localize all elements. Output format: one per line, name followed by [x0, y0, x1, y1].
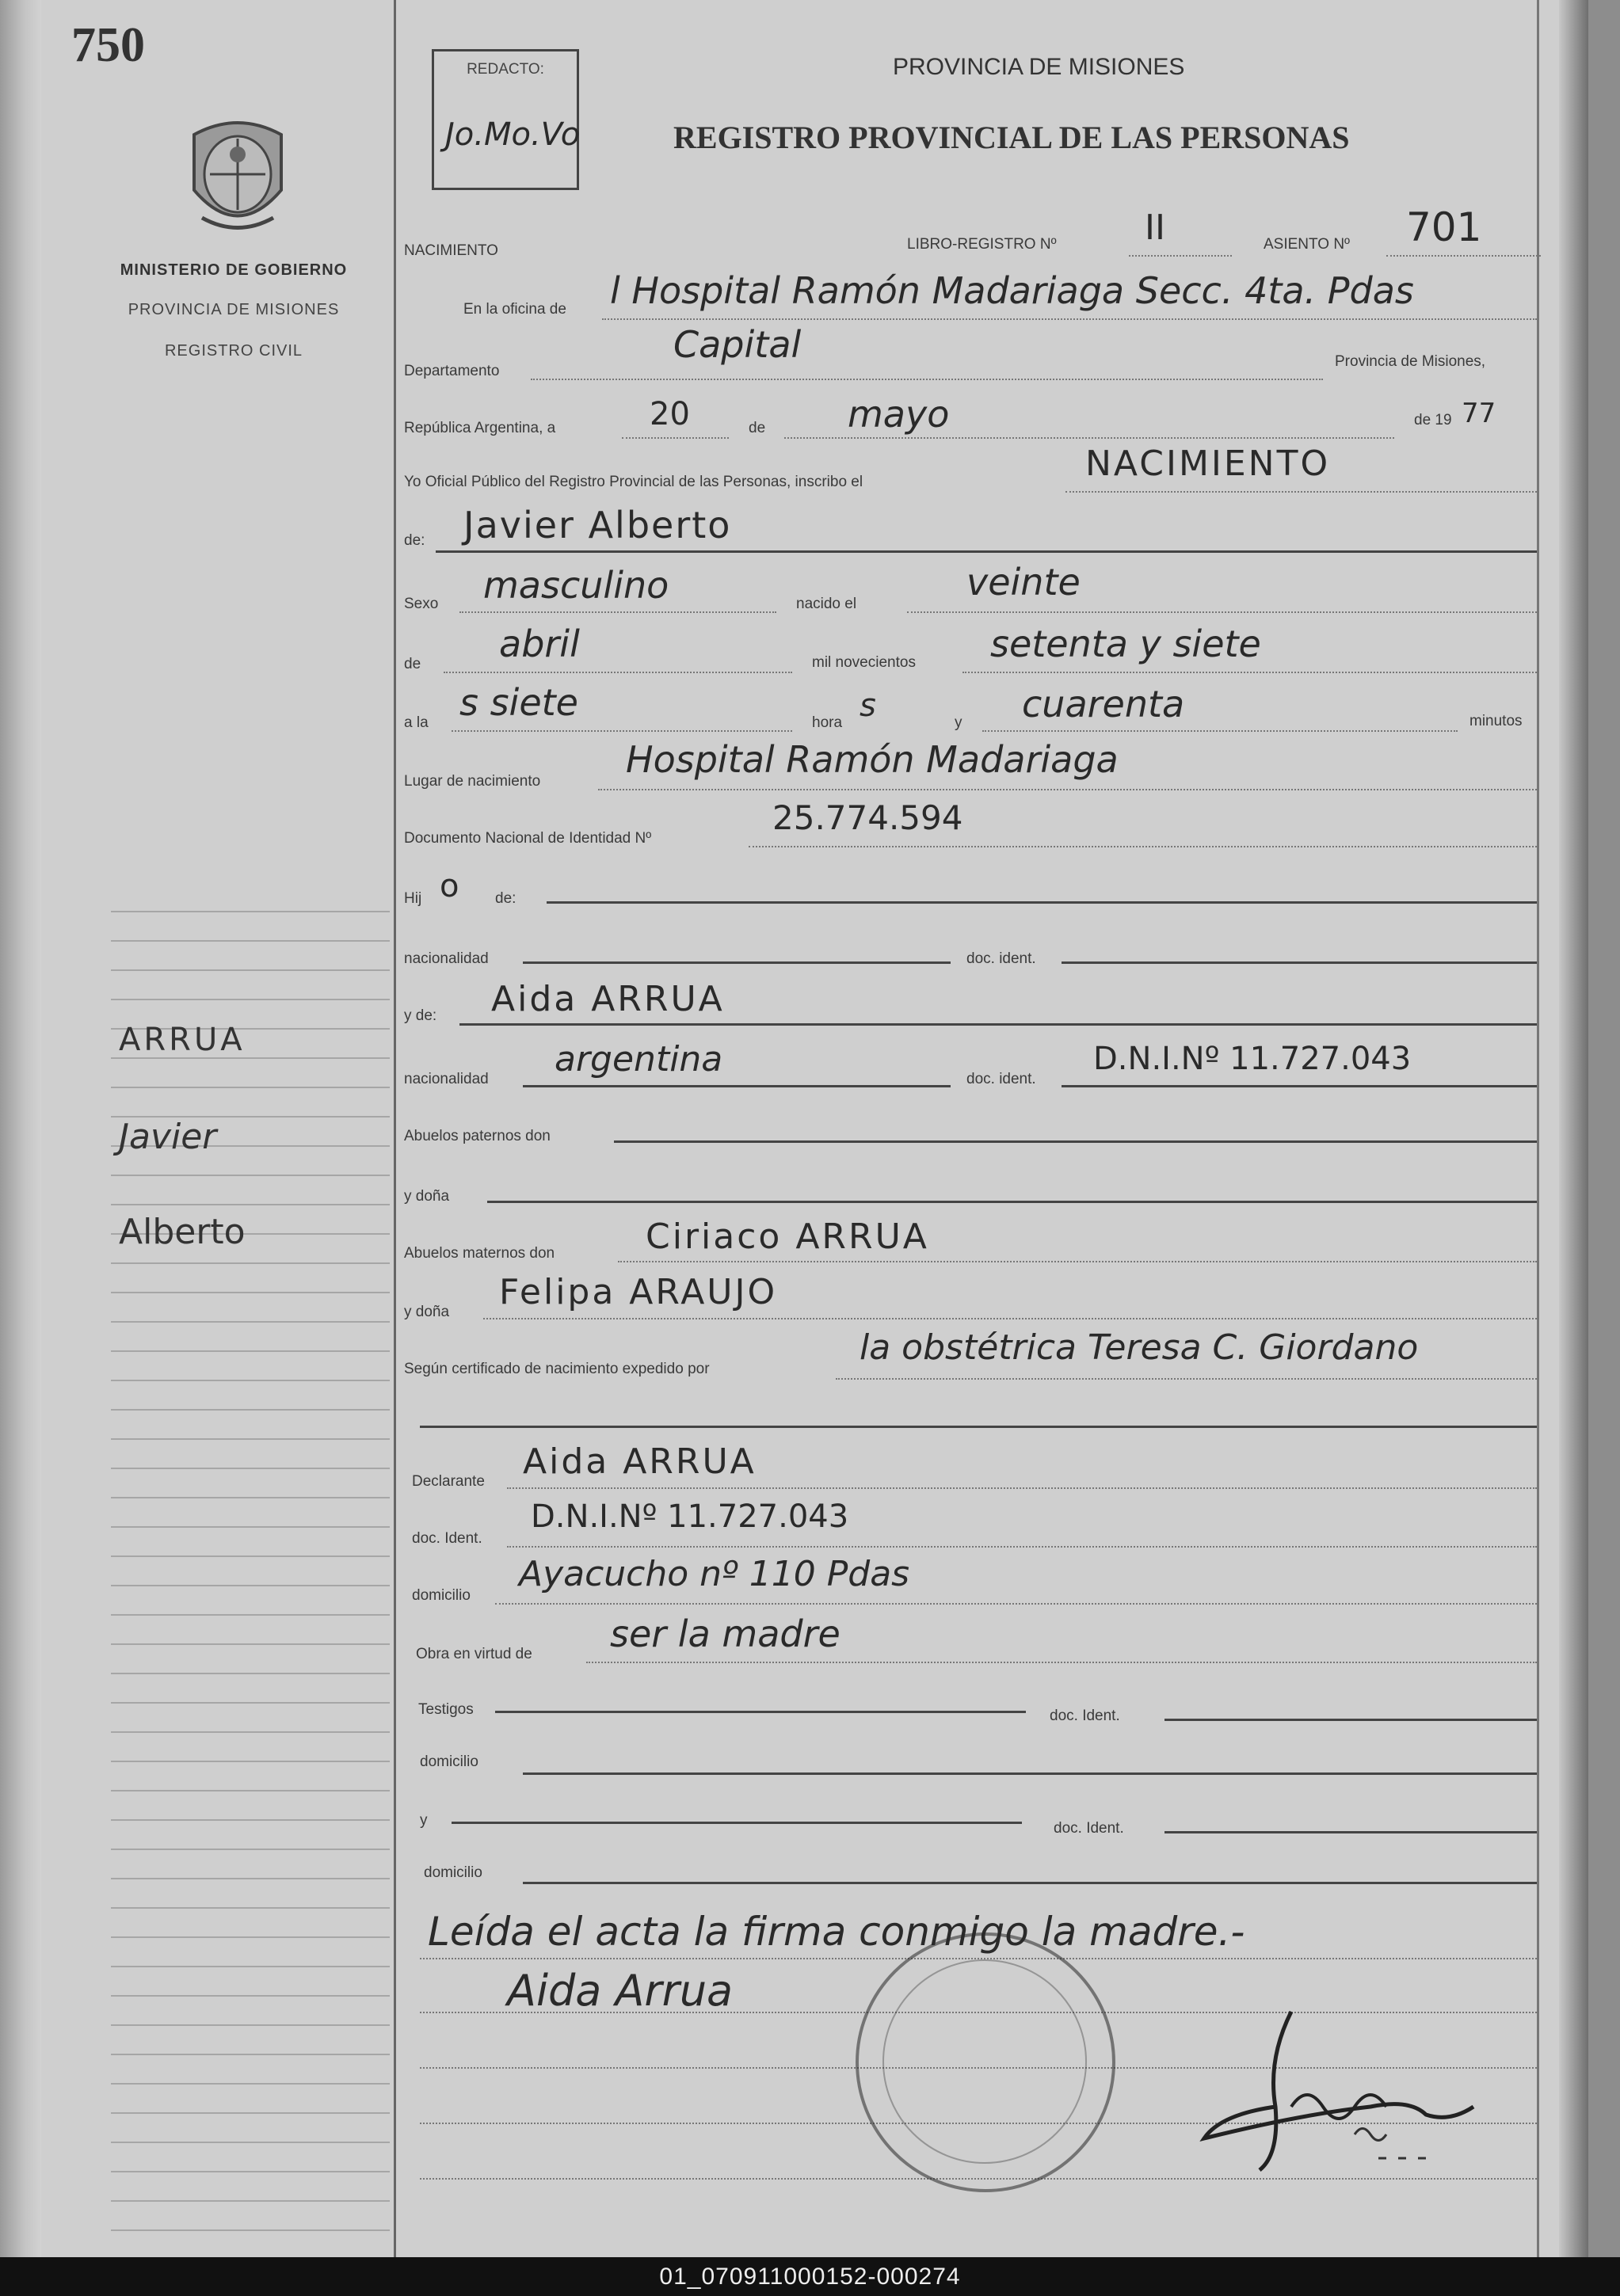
obra-value: ser la madre [610, 1613, 840, 1655]
ledger-line [111, 999, 390, 1000]
month-value: mayo [848, 393, 950, 436]
day-value: 20 [650, 396, 690, 432]
oficial-label: Yo Oficial Público del Registro Provincial de las Personas, inscribo el [404, 474, 863, 490]
ledger-line [111, 1526, 390, 1528]
ledger-line [111, 1262, 390, 1264]
mother-value: Aida ARRUA [491, 979, 725, 1019]
coat-of-arms-icon [178, 111, 297, 242]
sexo-label: Sexo [404, 596, 439, 612]
redacto-label: REDACTO: [467, 61, 544, 78]
minutes-value: cuarenta [1022, 683, 1185, 725]
sexo-value: masculino [483, 564, 669, 607]
obra-label: Obra en virtud de [416, 1646, 532, 1662]
y-label: y [955, 714, 962, 731]
doc-ident2-label: doc. ident. [966, 1071, 1036, 1087]
nacido-value: veinte [966, 561, 1081, 604]
ledger-line [111, 1585, 390, 1586]
registry-label: REGISTRO CIVIL [164, 342, 303, 360]
doc-ident3-value: D.N.I.Nº 11.727.043 [531, 1498, 849, 1535]
domicilio2-label: domicilio [420, 1753, 478, 1770]
y-de-label: y de: [404, 1007, 437, 1024]
ledger-line [111, 1321, 390, 1323]
declarante-value: Aida ARRUA [523, 1441, 757, 1482]
ledger-line [111, 1907, 390, 1909]
birth-year-value: setenta y siete [990, 623, 1261, 665]
image-code: 01_070911000152-000274 [659, 2263, 961, 2290]
margin-rule [394, 0, 396, 2257]
ledger-line [111, 1497, 390, 1498]
ledger-line [111, 1849, 390, 1850]
hora-label: hora [812, 714, 843, 731]
certificado-label: Según certificado de nacimiento expedido por [404, 1361, 710, 1377]
departamento-label: Departamento [404, 363, 500, 379]
ledger-line [111, 2024, 390, 2026]
margin-name-first: Javier [119, 1117, 217, 1157]
dni-value: 25.774.594 [772, 798, 963, 837]
image-code-bar [0, 2257, 1620, 2296]
hijo-de-label: de: [495, 890, 516, 907]
ledger-line [111, 1614, 390, 1616]
doc-ident5-label: doc. Ident. [1054, 1820, 1124, 1837]
doc-ident3-label: doc. Ident. [412, 1530, 482, 1547]
ledger-line [111, 1936, 390, 1938]
ledger-line [111, 1087, 390, 1088]
ledger-line [111, 1204, 390, 1205]
de-label: de [749, 420, 766, 436]
abuelos-maternos-label: Abuelos maternos don [404, 1245, 555, 1262]
birth-month-value: abril [499, 623, 580, 665]
registry-title: REGISTRO PROVINCIAL DE LAS PERSONAS [673, 120, 1350, 155]
y-dona1-label: y doña [404, 1188, 450, 1205]
departamento-value: Capital [673, 323, 802, 366]
a-la-label: a la [404, 714, 429, 731]
ledger-line [111, 2054, 390, 2055]
ledger-line [111, 1555, 390, 1557]
ledger-line [111, 2171, 390, 2172]
ledger-line [111, 2229, 390, 2231]
hijo-value: o [440, 868, 459, 904]
nacido-label: nacido el [796, 596, 857, 612]
nacionalidad2-value: argentina [555, 1039, 723, 1079]
doc-ident1-label: doc. ident. [966, 950, 1036, 967]
redacto-box [432, 49, 579, 190]
ledger-line [111, 1995, 390, 1997]
domicilio1-value: Ayacucho nº 110 Pdas [519, 1554, 910, 1594]
ledger-line [111, 2083, 390, 2085]
book-binding [0, 0, 41, 2257]
ledger-line [111, 911, 390, 912]
hijo-label: Hij [404, 890, 422, 907]
minutos-label: minutos [1469, 713, 1523, 729]
page-edge [1559, 0, 1588, 2257]
folio-number: 750 [71, 18, 145, 72]
republica-label: República Argentina, a [404, 420, 556, 436]
ledger-line [111, 1819, 390, 1821]
libro-value: II [1145, 208, 1165, 248]
province-label: PROVINCIA DE MISIONES [128, 301, 340, 318]
ledger-line [111, 2142, 390, 2143]
ledger-line [111, 2200, 390, 2202]
ledger-line [111, 1790, 390, 1791]
certificado-value: la obstétrica Teresa C. Giordano [860, 1327, 1419, 1368]
doc-ident4-label: doc. Ident. [1050, 1708, 1120, 1724]
mother-signature: Aida Arrua [507, 1966, 734, 2016]
closing-text: Leída el acta la firma conmigo la madre.- [428, 1909, 1245, 1955]
mil-label: mil novecientos [812, 654, 916, 671]
ledger-line [111, 1438, 390, 1440]
ledger-line [111, 1643, 390, 1645]
asiento-value: 701 [1406, 204, 1482, 250]
ledger-line [111, 1966, 390, 1967]
abuelos-paternos-label: Abuelos paternos don [404, 1128, 551, 1144]
nombre-value: Javier Alberto [463, 504, 732, 546]
provincia-label: Provincia de Misiones, [1335, 353, 1486, 370]
ledger-line [111, 1350, 390, 1352]
redacto-value: Jo.Mo.Vo [445, 116, 581, 153]
asiento-label: ASIENTO Nº [1264, 236, 1350, 253]
nombre-label: de: [404, 532, 425, 549]
oficial-value: NACIMIENTO [1085, 444, 1331, 484]
dni-label: Documento Nacional de Identidad Nº [404, 830, 652, 847]
ledger-line [111, 1292, 390, 1293]
ledger-line [111, 969, 390, 971]
official-seal [856, 1932, 1115, 2192]
ledger-line [111, 1468, 390, 1469]
libro-label: LIBRO-REGISTRO Nº [907, 236, 1057, 253]
province-title: PROVINCIA DE MISIONES [893, 54, 1185, 80]
year-label: de 19 [1414, 412, 1452, 428]
record-type-label: NACIMIENTO [404, 242, 498, 259]
abuela-materna-value: Felipa ARAUJO [499, 1272, 778, 1312]
ledger-line [111, 2112, 390, 2114]
margin-surname: ARRUA [119, 1022, 246, 1058]
hour-value: s siete [459, 681, 578, 724]
ledger-line [111, 1409, 390, 1411]
oficina-label: En la oficina de [463, 301, 566, 318]
ledger-line [111, 1175, 390, 1176]
ledger-line [111, 1731, 390, 1733]
testigos-label: Testigos [418, 1701, 474, 1718]
declarante-label: Declarante [412, 1473, 485, 1490]
ledger-line [111, 1380, 390, 1381]
ledger-line [111, 1702, 390, 1704]
hora-suffix: s [860, 687, 876, 724]
ledger-line [111, 1673, 390, 1674]
nacionalidad2-label: nacionalidad [404, 1071, 489, 1087]
de2-label: de [404, 656, 421, 672]
lugar-value: Hospital Ramón Madariaga [626, 738, 1119, 781]
y-dona2-label: y doña [404, 1304, 450, 1320]
domicilio3-label: domicilio [424, 1864, 482, 1881]
ledger-line [111, 1878, 390, 1879]
abuelo-materno-value: Ciriaco ARRUA [646, 1217, 929, 1257]
margin-name-second: Alberto [119, 1212, 246, 1252]
doc-ident2-value: D.N.I.Nº 11.727.043 [1093, 1041, 1412, 1077]
ledger-line [111, 1761, 390, 1762]
ledger-line [111, 940, 390, 942]
year-value: 77 [1462, 398, 1496, 429]
nacionalidad1-label: nacionalidad [404, 950, 489, 967]
oficina-value: l Hospital Ramón Madariaga Secc. 4ta. Pdas [610, 269, 1414, 312]
ministry-label: MINISTERIO DE GOBIERNO [120, 261, 348, 279]
domicilio1-label: domicilio [412, 1587, 471, 1604]
official-signature [1172, 1996, 1505, 2178]
right-rule [1537, 0, 1539, 2257]
lugar-label: Lugar de nacimiento [404, 773, 541, 790]
y2-label: y [420, 1812, 428, 1829]
